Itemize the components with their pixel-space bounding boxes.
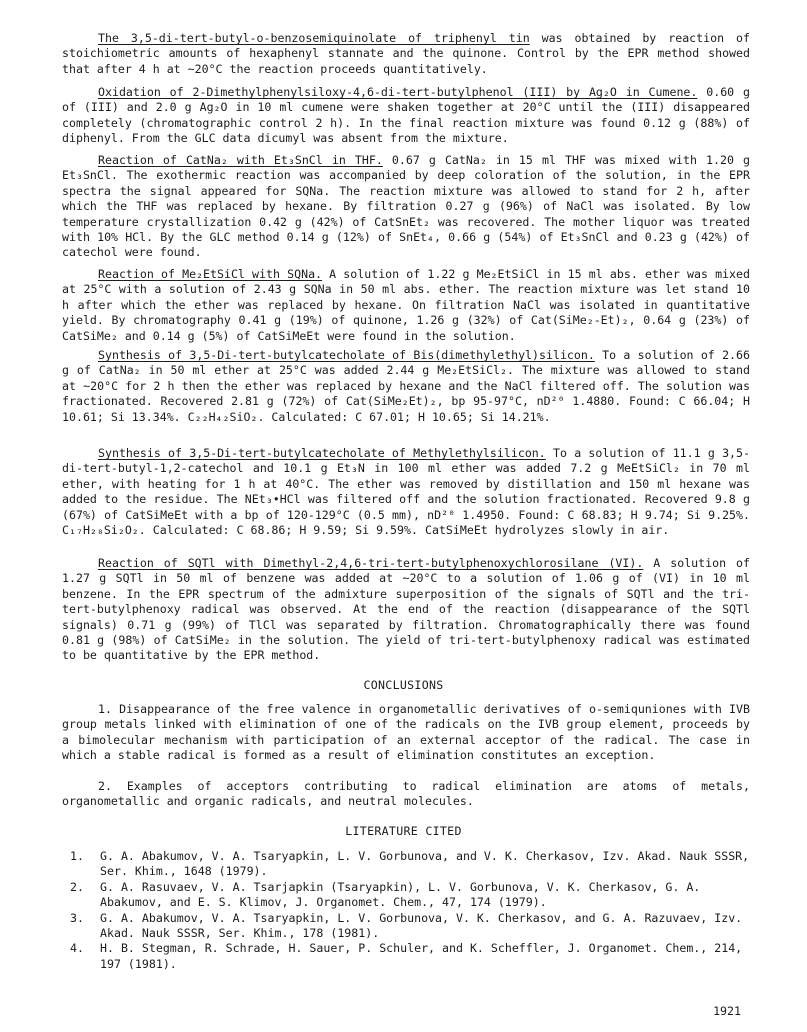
literature-heading: LITERATURE CITED [345,824,462,838]
reference-item [62,941,750,972]
paragraph-bis-dimethylethyl-silicon [62,348,750,425]
paragraph-title: Oxidation of 2-Dimethylphenylsiloxy-4,6-di-tert-butylphenol (III) by Ag₂O in Cumene. [98,85,698,99]
paragraph-body: To a solution of 11.1 g 3,5-di-tert-butyl-1,2-catechol and 10.1 g Et₃N in 100 ml ether was added 7.2 g MeEtSiCl₂ in 70 ml ether, with heating for 1 h at 40°C. The ether was removed by distillation and 150 ml hexane was added to the residue. The NEt₃•HCl was filtered off and the solution fractionated. Recovered 9.8 g (67%) of CatSiMeEt with a bp of 120-129°C (0.5 mm), nD²⁰ 1.4950. Found: C 68.83; H 9.74; Si 9.25%. C₁₇H₂₈Si₂O₂. Calculated: C 68.86; H 9.59; Si 9.59%. CatSiMeEt hydrolyzes slowly in air. [62,446,750,538]
paragraph-body: A solution of 1.22 g Me₂EtSiCl in 15 ml abs. ether was mixed at 25°C with a solution of 2.43 g SQNa in 50 ml abs. ether. The reaction mixture was let stand 10 h after which the ether was replaced by hexane. On filtration NaCl was isolated in quantitative yield. By chromatography 0.41 g (19%) of quinone, 1.26 g (32%) of Cat(SiMe₂-Et)₂, 0.64 g (23%) of CatSiMe₂ and 0.14 g (5%) of CatSiMeEt were found in the solution. [62,267,750,343]
paragraph-me2etsicl-sqna [62,267,750,344]
reference-list [62,849,750,972]
paragraph-title: Synthesis of 3,5-Di-tert-butylcatecholate of Bis(dimethylethyl)silicon. [98,348,595,362]
paragraph-sqtl-reaction [62,556,750,664]
conclusion-item-2: 2. Examples of acceptors contributing to radical elimination are atoms of metals, organometallic and organic radicals, and neutral molecules. [62,779,750,809]
paragraph-body: A solution of 1.27 g SQTl in 50 ml of benzene was added at ~20°C to a solution of 1.06 g of (VI) in 10 ml benzene. In the EPR spectrum of the admixture superposition of the signals of SQTl and the tri-tert-butylphenoxy radical was observed. At the end of the reaction (disappearance of the SQTl signals) 0.71 g (99%) of TlCl was separated by filtration. Chromatographically there was found 0.81 g (98%) of CatSiMe₂ in the solution. The yield of tri-tert-butylphenoxy radical was estimated to be quantitative by the EPR method. [62,556,750,663]
reference-text: G. A. Abakumov, V. A. Tsaryapkin, L. V. Gorbunova, V. K. Cherkasov, and G. A. Razuvaev, Izv. Akad. Nauk SSSR, Ser. Khim., 178 (1981). [100,910,743,941]
reference-item [62,849,750,880]
reference-text: G. A. Abakumov, V. A. Tsaryapkin, L. V. Gorbunova, and V. K. Cherkasov, Izv. Akad. Nauk SSSR, Ser. Khim., 1648 (1979). [100,849,750,879]
reference-number: 3. [70,910,84,925]
paragraph-title: Reaction of SQTl with Dimethyl-2,4,6-tri-tert-butylphenoxychlorosilane (VI). [98,556,644,570]
paragraph-triphenyl-tin [62,31,750,77]
reference-number: 1. [70,849,84,863]
paragraph-catna2-et3sncl [62,153,750,261]
reference-item [62,880,750,911]
paragraph-body: 0.67 g CatNa₂ in 15 ml THF was mixed with 1.20 g Et₃SnCl. The exothermic reaction was accompanied by deep coloration of the solution, in the EPR spectra the signal appeared for SQNa. The reaction mixture was allowed to stand for 2 h, after which the THF was replaced by hexane. By filtration 0.27 g (96%) of NaCl was isolated. By low temperature crystallization 0.42 g (42%) of CatSnEt₂ was recovered. The mother liquor was treated with 10% HCl. By the GLC method 0.14 g (12%) of SnEt₄, 0.66 g (54%) of Et₃SnCl and 0.23 g (42%) of catechol were found. [62,153,750,260]
paragraph-body: To a solution of 2.66 g of CatNa₂ in 50 ml ether at 25°C was added 2.44 g Me₂EtSiCl₂. The mixture was allowed to stand at ~20°C for 2 h then the ether was replaced by hexane and the NaCl filtered off. The solution was fractionated. Recovered 2.81 g (72%) of Cat(SiMe₂Et)₂, bp 95-97°C, nD²⁰ 1.4880. Found: C 66.04; H 10.61; Si 13.34%. C₂₂H₄₂SiO₂. Calculated: C 67.01; H 10.65; Si 14.21%. [62,348,750,424]
paragraph-title: The 3,5-di-tert-butyl-o-benzosemiquinolate of triphenyl tin [98,31,530,45]
paragraph-title: Synthesis of 3,5-Di-tert-butylcatecholate of Methylethylsilicon. [98,446,546,460]
reference-item [62,911,750,942]
paragraph-body: was obtained by reaction of stoichiometric amounts of hexaphenyl stannate and the quinone. Control by the EPR method showed that after 4 h at ~20°C the reaction proceeds quantitatively. [62,31,750,76]
reference-number: 2. [70,879,84,894]
paragraph-methylethylsilicon [62,446,750,538]
reference-number: 4. [70,941,84,956]
reference-text: H. B. Stegman, R. Schrade, H. Sauer, P. Schuler, and K. Scheffler, J. Organomet. Chem., 214, 197 (1981). [100,941,743,971]
paragraph-title: Reaction of Me₂EtSiCl with SQNa. [98,267,323,281]
paragraph-title: Reaction of CatNa₂ with Et₃SnCl in THF. [98,153,383,167]
conclusions-heading: CONCLUSIONS [363,678,444,692]
paragraph-body: 0.60 g of (III) and 2.0 g Ag₂O in 10 ml cumene were shaken together at 20°C until the (III) disappeared completely (chromatographic control 2 h). In the final reaction mixture was found 0.12 g (88%) of diphenyl. From the GLC data dicumyl was absent from the mixture. [62,85,750,146]
paragraph-oxidation-ag2o [62,85,750,147]
conclusion-item-1: 1. Disappearance of the free valence in organometallic derivatives of o-semiquniones with IVB group metals linked with elimination of one of the radicals on the IVB group element, proceeds by a bimolecular mechanism with participation of an external acceptor of the radical. The case in which a stable radical is formed as a result of elimination constitutes an exception. [62,702,750,763]
reference-text: G. A. Rasuvaev, V. A. Tsarjapkin (Tsaryapkin), L. V. Gorbunova, V. K. Cherkasov, G. A. Abakumov, and E. S. Klimov, J. Organomet. Chem., 47, 174 (1979). [100,879,701,910]
page-number: 1921 [713,1004,741,1018]
